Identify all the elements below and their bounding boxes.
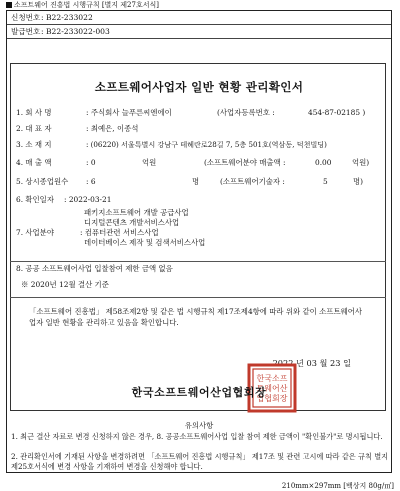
certificate-form [6,10,392,473]
section-divider [10,297,386,298]
form-header: 소프트웨어 진흥법 시행규칙 [별지 제27호서식] [6,0,159,10]
business-area-2: 디지털콘텐츠 개발서비스사업 [84,218,180,227]
application-number-row [7,11,391,25]
staff-value: : 6 [86,177,96,186]
sw-revenue-unit: 억원) [352,158,370,167]
issue-number-value: : B22-233022-003 [41,27,110,36]
company-name-value: : 주식회사 늘푸른씨엔에이 [86,108,172,117]
business-area-4: 데이터베이스 제작 및 검색서비스사업 [84,238,206,247]
issuer-name: 한국소프트웨어산업협회장 [131,386,267,399]
confirmation-statement: 「소프트웨어 진흥법」 제58조제2항 및 같은 법 시행규칙 제17조제4항에 따라 위와 같이 소프트웨어사업자 일반 현황을 관리하고 있음을 확인합니다. [29,307,362,327]
seal-line-2: 트웨어산 [256,384,288,393]
revenue-value: : 0 [86,158,96,167]
company-name-label: 1. 회 사 명 [16,108,52,117]
notice-item-1: 1. 최근 결산 자료로 변경 신청하지 않은 경우, 8. 공공소프트웨어사업 입찰 참여 제한 금액이 "확인불가"로 명시됩니다. [11,432,383,441]
document-title: 소프트웨어사업자 일반 현황 관리확인서 [94,80,304,94]
settlement-basis: ※ 2020년 12월 결산 기준 [21,280,109,289]
revenue-label: 4. 매 출 액 [16,158,52,167]
square-bullet-icon [6,2,12,8]
sw-revenue-value: 0.00 [315,158,332,167]
confirm-date-label: 6. 확인일자 [16,195,54,204]
business-reg-value: 454-87-02185 ) [308,108,366,117]
issue-number-label: 발급번호 [11,27,41,36]
bid-restriction: 8. 공공 소프트웨어사업 입찰참여 제한 금액 없음 [16,264,173,273]
seal-line-1: 한국소프 [256,374,288,383]
business-reg-label: (사업자등록번호 : [217,108,275,117]
application-number-label: 신청번호 [11,13,41,22]
address-label: 3. 소 재 지 [16,140,52,149]
issue-date: 2022 년 03 월 23 일 [272,358,351,368]
sw-staff-value: 5 [323,177,328,186]
notice-item-2: 2. 관리확인서에 기재된 사항을 변경하려면 「소프트웨어 진흥법 시행규칙」 제17조 및 관련 고시에 따라 같은 규칙 별지 제25호서식에 변경 사항을 기재하여 변경을 신청해야 합니다. [11,452,389,471]
business-area-label: 7. 사업분야 [16,228,54,237]
staff-unit: 명 [192,177,200,186]
revenue-unit: 억원 [142,158,157,167]
sw-revenue-label: (소프트웨어분야 매출액 : [204,158,286,167]
paper-size: 210mm×297mm [백상지 80g/㎡] [281,482,394,490]
business-area-3: : 컴퓨터관련 서비스사업 [80,228,159,237]
ceo-label: 2. 대 표 자 [16,124,52,133]
issue-number-row [7,25,391,39]
notice-title: 유의사항 [184,421,214,430]
confirm-date-value: : 2022-03-21 [64,195,112,204]
sw-staff-label: (소프트웨어기술자 : [220,177,285,186]
section-divider [10,261,386,262]
ceo-value: : 최예은, 이종석 [86,124,139,133]
seal-line-3: 업협회장 [256,394,288,403]
sw-staff-unit: 명) [353,177,364,186]
staff-label: 5. 상시종업원수 [16,177,69,186]
application-number-value: : B22-233022 [41,13,93,22]
address-value: : (06220) 서울특별시 강남구 테헤란로28길 7, 5층 501호(역삼동, 덕천빌딩) [86,140,327,149]
business-area-1: 패키지소프트웨어 개발 공급사업 [84,208,189,217]
